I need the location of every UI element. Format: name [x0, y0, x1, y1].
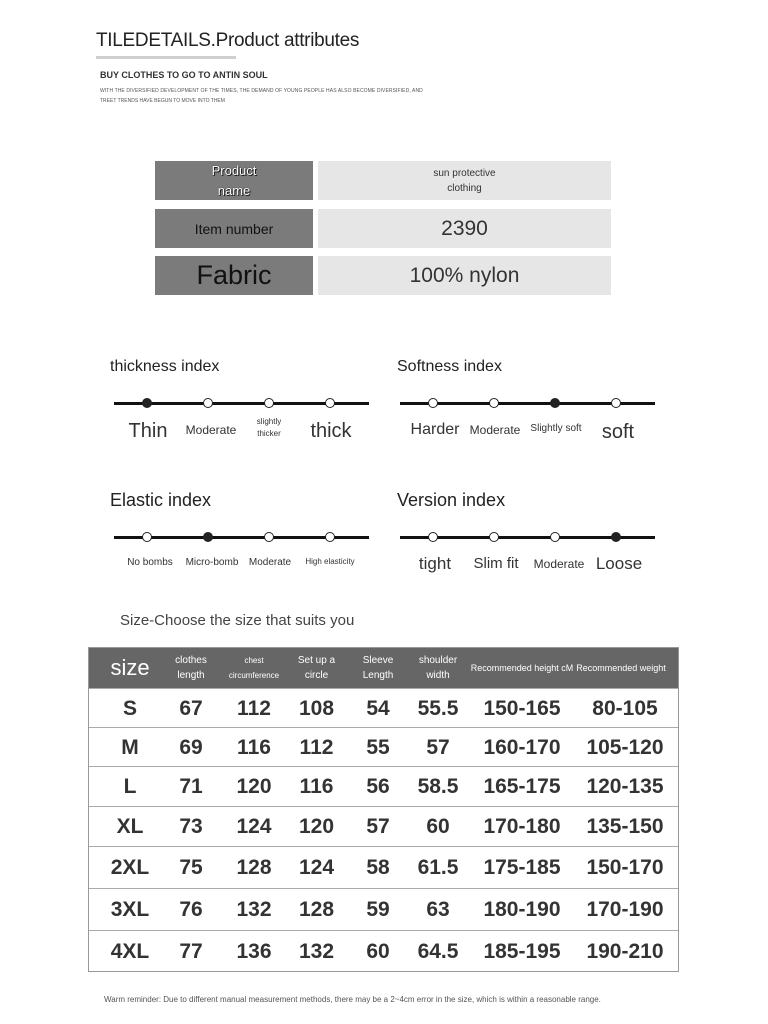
subtitle: BUY CLOTHES TO GO TO ANTIN SOUL [100, 70, 268, 80]
cell-sleeve-length: 57 [366, 815, 390, 838]
header-clothes-length [171, 648, 211, 688]
cell-recommended-weight: 135-150 [586, 815, 664, 838]
product-name-label-line-1: Product [211, 162, 257, 178]
cell-recommended-height: 150-165 [483, 696, 561, 720]
title-underline [96, 56, 236, 59]
elastic-dot-1 [142, 532, 152, 542]
size-table [88, 647, 679, 972]
cell-set-up-circle: 108 [298, 696, 335, 720]
thickness-index-title: thickness index [110, 358, 220, 375]
cell-recommended-height: 175-185 [483, 856, 561, 879]
cell-recommended-weight: 190-210 [586, 939, 664, 963]
softness-dot-4 [611, 398, 621, 408]
cell-clothes-length: 67 [179, 696, 203, 720]
cell-shoulder-width: 55.5 [417, 696, 459, 720]
header-circle-line-1: Set up a [297, 655, 336, 666]
elastic-label-moderate: Moderate [248, 557, 292, 568]
cell-clothes-length: 75 [179, 856, 203, 879]
cell-clothes-length: 76 [179, 898, 203, 921]
thickness-label-slightly: slightly [256, 417, 282, 426]
table-row [89, 688, 678, 728]
version-label-moderate: Moderate [533, 557, 585, 571]
cell-chest: 124 [236, 815, 272, 838]
cell-clothes-length: 71 [179, 775, 203, 798]
softness-label-slightly-soft: Slightly soft [530, 423, 582, 434]
header-sleeve-line-1: Sleeve [362, 655, 394, 666]
cell-size: XL [116, 815, 144, 838]
header-clothes-length-line-2: length [177, 670, 205, 681]
softness-index-title: Softness index [397, 358, 502, 375]
elastic-label-no-bombs: No bombs [127, 557, 173, 568]
header-sleeve-line-2: Length [362, 670, 394, 681]
header-chest-line-2: circumference [228, 671, 280, 680]
elastic-dot-2-selected [203, 532, 213, 542]
cell-shoulder-width: 61.5 [417, 856, 459, 879]
description-line-1: WITH THE DIVERSIFIED DEVELOPMENT OF THE TIMES, THE DEMAND OF YOUNG PEOPLE HAS ALSO BECOME DIVERSIFIED, AND [100, 88, 423, 94]
product-name-label-line-2: name [217, 182, 251, 198]
cell-recommended-weight: 170-190 [586, 898, 664, 921]
cell-chest: 132 [236, 898, 272, 921]
cell-recommended-height: 185-195 [483, 939, 561, 963]
page-title: TILEDETAILS.Product attributes [96, 30, 360, 51]
version-label-tight: tight [418, 554, 452, 573]
header-clothes-length-line-1: clothes [175, 655, 207, 666]
cell-recommended-height: 180-190 [483, 898, 561, 921]
header-sleeve-length [353, 648, 403, 688]
softness-dot-1 [428, 398, 438, 408]
header-recommended-height: Recommended height cM [470, 663, 574, 673]
softness-label-soft: soft [601, 421, 635, 443]
elastic-label-high-elasticity: High elasticity [305, 557, 355, 566]
cell-shoulder-width: 60 [426, 815, 450, 838]
cell-recommended-weight: 105-120 [586, 735, 664, 759]
cell-set-up-circle: 112 [299, 735, 334, 759]
table-row [89, 806, 678, 847]
fabric-label: Fabric [155, 256, 313, 295]
cell-clothes-length: 73 [179, 815, 203, 838]
version-dot-1 [428, 532, 438, 542]
cell-shoulder-width: 63 [426, 898, 450, 921]
cell-sleeve-length: 56 [366, 775, 390, 798]
description-line-2: TREET TRENDS HAVE BEGUN TO MOVE INTO THEM [100, 98, 225, 104]
header-size: size [110, 655, 150, 680]
elastic-dot-4 [325, 532, 335, 542]
thickness-label-moderate: Moderate [185, 423, 237, 437]
cell-size: 3XL [110, 898, 150, 921]
header-chest-circumference [221, 648, 287, 688]
table-row [89, 846, 678, 889]
size-table-header [89, 648, 678, 688]
cell-shoulder-width: 58.5 [417, 775, 459, 798]
cell-size: 2XL [110, 856, 150, 879]
cell-size: S [122, 696, 137, 720]
softness-label-moderate: Moderate [469, 423, 521, 437]
product-name-value [318, 161, 611, 200]
elastic-dot-3 [264, 532, 274, 542]
size-chart-heading: Size-Choose the size that suits you [120, 612, 355, 629]
cell-recommended-height: 165-175 [483, 775, 561, 798]
product-name-value-line-1: sun protective [433, 167, 496, 179]
version-index-title: Version index [397, 490, 506, 510]
cell-recommended-weight: 120-135 [586, 775, 664, 798]
warm-reminder: Warm reminder: Due to different manual measurement methods, there may be a 2~4cm error in the size, which is within a reasonable range. [104, 995, 601, 1004]
header-shoulder-line-1: shoulder [418, 655, 458, 666]
elastic-index-title: Elastic index [110, 490, 212, 510]
cell-recommended-height: 160-170 [483, 735, 561, 759]
thickness-dot-3 [264, 398, 274, 408]
product-name-label [155, 161, 313, 200]
header-shoulder-width [411, 648, 465, 688]
thickness-label-thicker: thicker [257, 429, 281, 438]
version-dot-3 [550, 532, 560, 542]
header-chest-line-1: chest [244, 656, 264, 665]
cell-clothes-length: 69 [179, 735, 203, 759]
thickness-dot-1-selected [142, 398, 152, 408]
table-row [89, 930, 678, 972]
cell-clothes-length: 77 [179, 939, 203, 963]
softness-dot-3-selected [550, 398, 560, 408]
table-row [89, 766, 678, 807]
cell-chest: 120 [236, 775, 272, 798]
table-row [89, 727, 678, 767]
cell-size: M [121, 735, 139, 759]
thickness-dot-2 [203, 398, 213, 408]
cell-recommended-weight: 80-105 [592, 696, 658, 720]
product-name-value-line-2: clothing [447, 182, 482, 194]
softness-label-harder: Harder [410, 421, 460, 438]
cell-chest: 128 [236, 856, 272, 879]
thickness-label-thick: thick [310, 420, 352, 442]
thickness-label-thin: Thin [128, 420, 168, 442]
cell-recommended-height: 170-180 [483, 815, 561, 838]
item-number-label: Item number [155, 209, 313, 248]
cell-chest: 112 [237, 696, 271, 720]
cell-size: L [123, 775, 137, 798]
cell-sleeve-length: 60 [366, 939, 390, 963]
cell-set-up-circle: 128 [298, 898, 335, 921]
cell-set-up-circle: 116 [299, 775, 334, 798]
cell-set-up-circle: 124 [298, 856, 335, 879]
header-recommended-weight: Recommended weight [576, 663, 666, 673]
elastic-label-micro-bomb: Micro-bomb [185, 557, 239, 568]
thickness-dot-4 [325, 398, 335, 408]
item-number-value: 2390 [318, 209, 611, 248]
cell-chest: 136 [236, 939, 272, 963]
cell-size: 4XL [110, 939, 150, 963]
cell-shoulder-width: 57 [426, 735, 450, 759]
cell-sleeve-length: 59 [366, 898, 390, 921]
header-set-up-circle [289, 648, 344, 688]
version-dot-2 [489, 532, 499, 542]
cell-recommended-weight: 150-170 [586, 856, 664, 879]
header-shoulder-line-2: width [426, 670, 450, 681]
cell-set-up-circle: 120 [298, 815, 335, 838]
softness-dot-2 [489, 398, 499, 408]
fabric-value: 100% nylon [318, 256, 611, 295]
cell-sleeve-length: 58 [366, 856, 390, 879]
version-label-loose: Loose [595, 554, 643, 573]
version-dot-4-selected [611, 532, 621, 542]
cell-set-up-circle: 132 [298, 939, 335, 963]
cell-shoulder-width: 64.5 [417, 939, 459, 963]
version-label-slim-fit: Slim fit [473, 555, 519, 572]
header-circle-line-2: circle [304, 670, 329, 681]
table-row [89, 888, 678, 931]
cell-sleeve-length: 55 [366, 735, 390, 759]
cell-sleeve-length: 54 [366, 696, 390, 720]
cell-chest: 116 [237, 735, 271, 759]
